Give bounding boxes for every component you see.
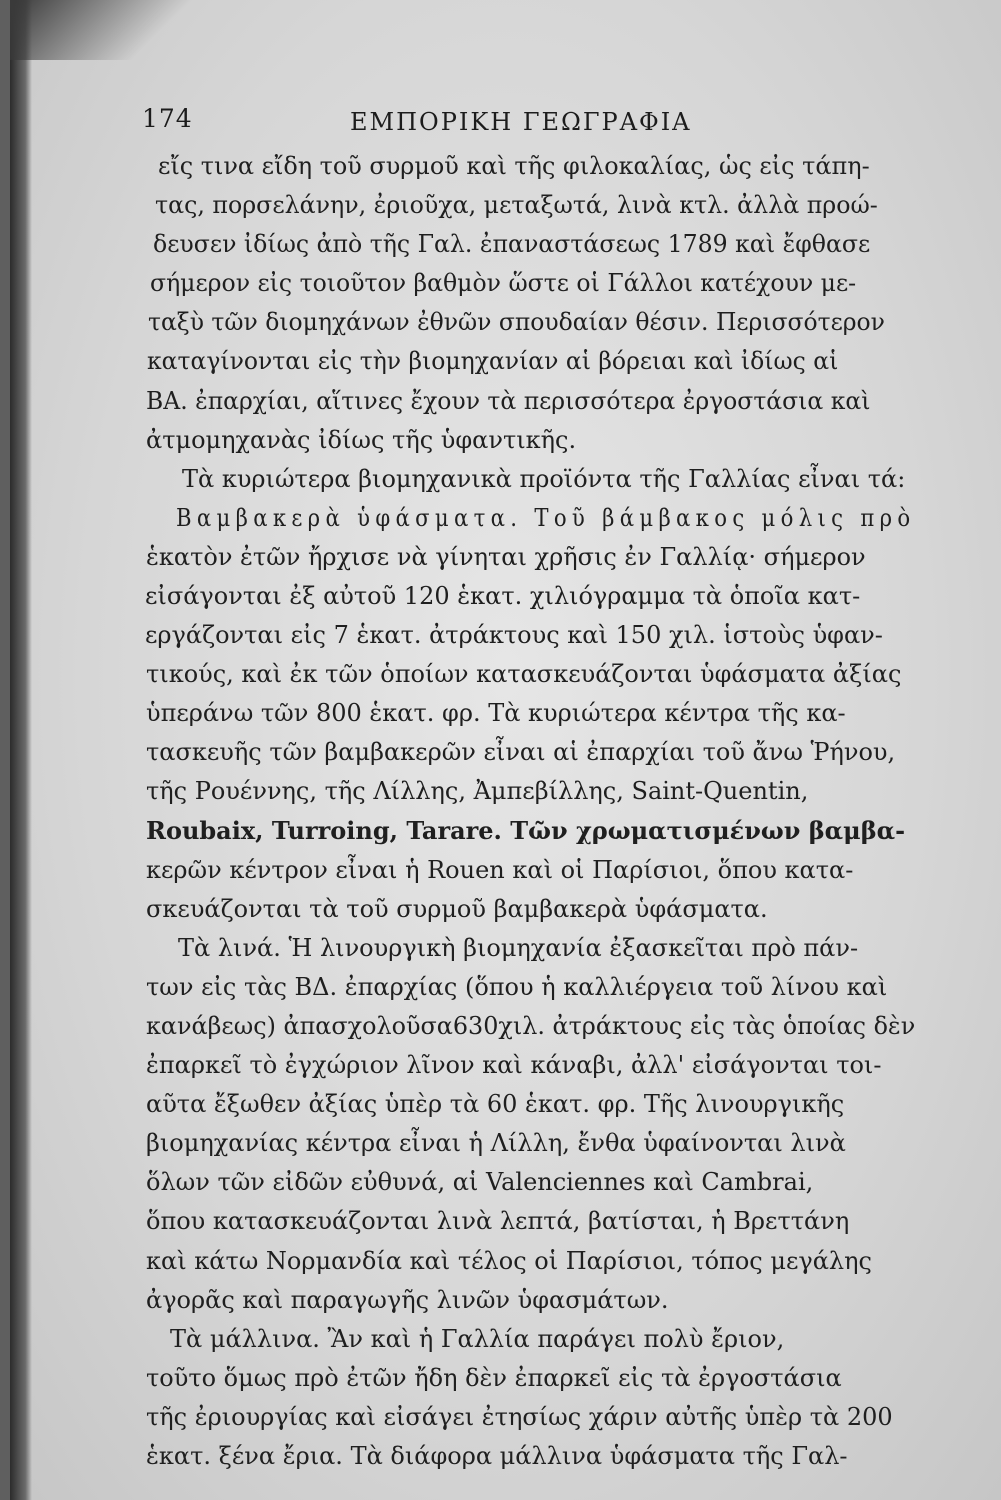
section-heading-line: Τὰ λινά. Ἡ λινουργικὴ βιομηχανία ἐξασκεῖται πρὸ πάν- [178,934,859,962]
text-line: τοῦτο ὅμως πρὸ ἐτῶν ἤδη δὲν ἐπαρκεῖ εἰς τὰ ἐργοστάσια [146,1364,842,1392]
page-header [10,104,1001,144]
text-line: ὅπου κατασκευάζονται λινὰ λεπτά, βατίσται, ἡ Βρεττάνη [146,1207,850,1235]
text-line: Roubaix, Turroing, Tarare. Τῶν χρωματισμένων βαμβα- [146,816,906,845]
text-line: ἑκατ. ξένα ἔρια. Τὰ διάφορα μάλλινα ὑφάσματα τῆς Γαλ- [146,1442,848,1470]
text-line: των εἰς τὰς ΒΔ. ἐπαρχίας (ὅπου ἡ καλλιέργεια τοῦ λίνου καὶ [146,973,888,1001]
text-line: ἐπαρκεῖ τὸ ἐγχώριον λῖνον καὶ κάναβι, ἀλλ' εἰσάγονται τοι- [146,1051,882,1079]
running-title: ΕΜΠΟΡΙΚΗ ΓΕΩΓΡΑΦΙΑ [350,108,692,136]
book-page [10,0,1001,1500]
text-line: τῆς ἐριουργίας καὶ εἰσάγει ἐτησίως χάριν αὐτῆς ὑπὲρ τὰ 200 [146,1403,893,1431]
page-number: 174 [142,104,193,133]
section-heading-line: Βαμβακερὰ ὑφάσματα. Τοῦ βάμβακος μόλις πρὸ [176,504,916,532]
text-line: σήμερον εἰς τοιοῦτον βαθμὸν ὥστε οἱ Γάλλοι κατέχουν με- [150,269,857,297]
text-line: ταξὺ τῶν διομηχάνων ἐθνῶν σπουδαίαν θέσιν. Περισσότερον [148,308,885,336]
text-line: δευσεν ἰδίως ἀπὸ τῆς Γαλ. ἐπαναστάσεως 1789 καὶ ἔφθασε [153,230,871,258]
binding-shadow [10,0,32,1500]
text-line: τασκευῆς τῶν βαμβακερῶν εἶναι αἱ ἐπαρχίαι τοῦ ἄνω Ῥήνου, [146,738,896,766]
text-line: βιομηχανίας κέντρα εἶναι ἡ Λίλλη, ἔνθα ὑφαίνονται λινὰ [146,1129,846,1157]
text-line: καὶ κάτω Νορμανδία καὶ τέλος οἱ Παρίσιοι, τόπος μεγάλης [146,1247,872,1275]
section-heading-line: Τὰ μάλλινα. Ἂν καὶ ἡ Γαλλία παράγει πολὺ ἔριον, [170,1325,785,1353]
text-line: τας, πορσελάνην, ἐριοῦχα, μεταξωτά, λινὰ κτλ. ἀλλὰ προώ- [155,191,878,219]
text-line: ἑκατὸν ἐτῶν ἤρχισε νὰ γίνηται χρῆσις ἐν Γαλλίᾳ· σήμερον [146,543,866,571]
corner-shadow [10,0,210,60]
text-line: εἰσάγονται ἐξ αὐτοῦ 120 ἑκατ. χιλιόγραμμα τὰ ὁποῖα κατ- [145,582,861,610]
text-line: Τὰ κυριώτερα βιομηχανικὰ προϊόντα τῆς Γαλλίας εἶναι τά: [182,465,906,493]
text-line: εἴς τινα εἴδη τοῦ συρμοῦ καὶ τῆς φιλοκαλίας, ὡς εἰς τάπη- [158,152,870,180]
text-line: ΒΑ. ἐπαρχίαι, αἵτινες ἔχουν τὰ περισσότερα ἐργοστάσια καὶ [146,387,871,415]
text-line: εργάζονται εἰς 7 ἑκατ. ἀτράκτους καὶ 150 χιλ. ἱστοὺς ὑφαν- [145,621,883,649]
text-line: καταγίνονται εἰς τὴν βιομηχανίαν αἱ βόρειαι καὶ ἰδίως αἱ [147,347,839,375]
text-line: ὅλων τῶν εἰδῶν εὐθυνά, αἱ Valenciennes καὶ Cambrai, [146,1168,814,1196]
text-line: τῆς Ρουέννης, τῆς Λίλλης, Ἀμπεβίλλης, Saint-Quentin, [146,777,809,805]
text-line: κερῶν κέντρον εἶναι ἡ Rouen καὶ οἱ Παρίσιοι, ὅπου κατα- [146,856,854,884]
text-line: σκευάζονται τὰ τοῦ συρμοῦ βαμβακερὰ ὑφάσματα. [146,895,768,923]
text-line: κανάβεως) ἀπασχολοῦσα630χιλ. ἀτράκτους εἰς τὰς ὁποίας δὲν [146,1012,916,1040]
text-line: ὑπεράνω τῶν 800 ἑκατ. φρ. Τὰ κυριώτερα κέντρα τῆς κα- [146,699,846,727]
text-line: αῦτα ἔξωθεν ἀξίας ὑπὲρ τὰ 60 ἑκατ. φρ. Τῆς λινουργικῆς [146,1090,845,1118]
text-line: ἀτμομηχανὰς ἰδίως τῆς ὑφαντικῆς. [146,426,577,454]
text-line: τικούς, καὶ ἐκ τῶν ὁποίων κατασκευάζονται ὑφάσματα ἀξίας [146,660,902,688]
text-line: ἀγορᾶς καὶ παραγωγῆς λινῶν ὑφασμάτων. [146,1286,669,1314]
